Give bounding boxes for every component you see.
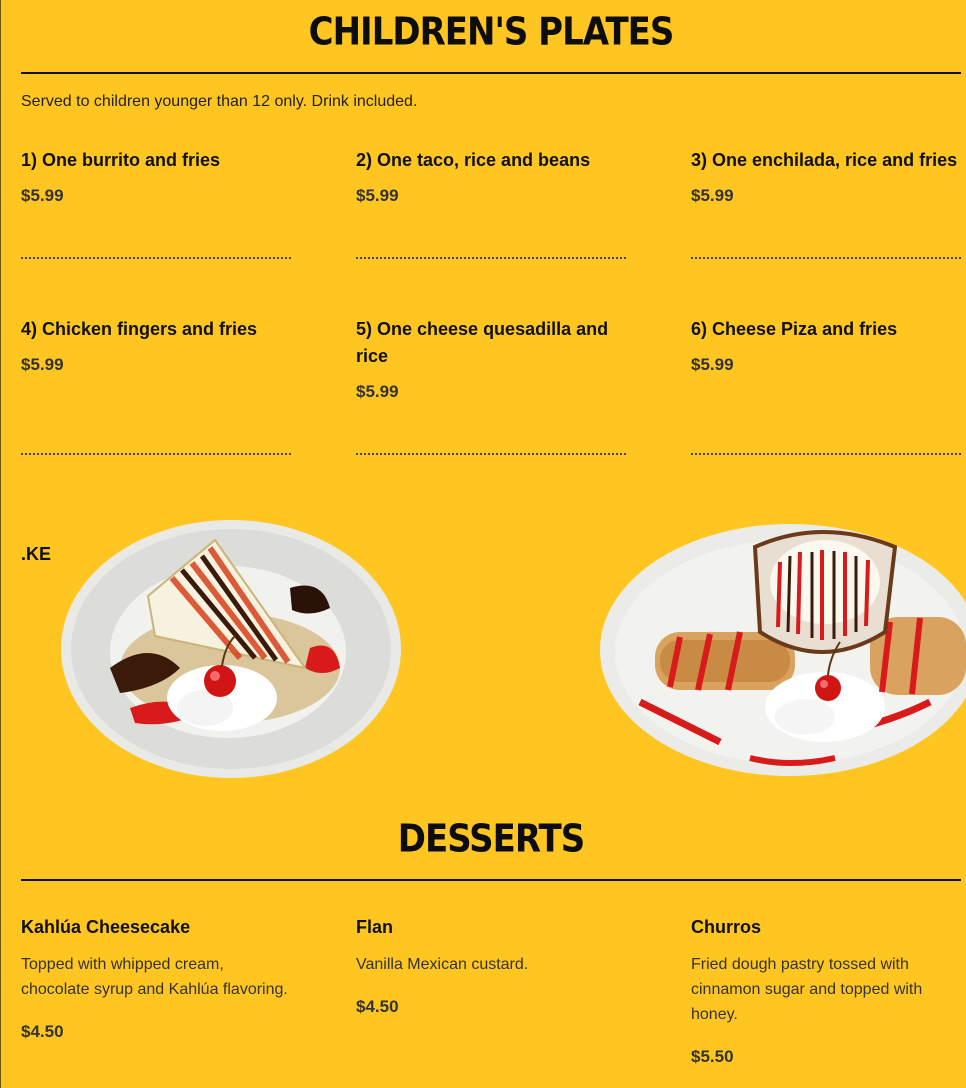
item-price: $4.50 (21, 1022, 64, 1041)
churros-photo (600, 522, 966, 780)
menu-item (691, 914, 956, 1067)
carousel-partial-label: .KE (21, 544, 52, 564)
item-name: Flan (356, 917, 394, 937)
menu-item (691, 316, 966, 375)
item-price: $5.99 (21, 355, 64, 374)
dotted-separator (691, 257, 961, 259)
menu-item (21, 147, 296, 206)
item-name: 5) One cheese quesadilla and rice (356, 319, 609, 366)
children-note: Served to children younger than 12 only. Drink included. (21, 93, 418, 110)
desserts-section-title: DESSERTS (397, 816, 585, 862)
menu-item (21, 316, 296, 375)
item-price: $5.99 (356, 382, 399, 401)
dotted-separator (21, 453, 291, 455)
item-price: $4.50 (356, 997, 399, 1016)
item-price: $5.99 (356, 186, 399, 205)
menu-item (356, 147, 631, 206)
dotted-separator (356, 453, 626, 455)
item-name: 2) One taco, rice and beans (356, 150, 591, 170)
dotted-separator (356, 257, 626, 259)
desserts-divider (21, 879, 961, 881)
item-description: Fried dough pastry tossed with cinnamon sugar and topped with honey. (691, 956, 923, 1023)
page-edge (0, 0, 1, 1088)
menu-item (356, 316, 631, 402)
item-name: 4) Chicken fingers and fries (21, 319, 258, 339)
item-price: $5.99 (21, 186, 64, 205)
cheesecake-photo (60, 518, 402, 780)
menu-item (21, 914, 296, 1042)
menu-item (691, 147, 966, 206)
item-price: $5.99 (691, 355, 734, 374)
children-divider (21, 72, 961, 74)
item-name: 1) One burrito and fries (21, 150, 221, 170)
dotted-separator (21, 257, 291, 259)
menu-item (356, 914, 631, 1017)
item-name: Kahlúa Cheesecake (21, 917, 191, 937)
item-description: Vanilla Mexican custard. (356, 956, 529, 973)
item-name: 6) Cheese Piza and fries (691, 319, 898, 339)
dotted-separator (691, 453, 961, 455)
item-name: 3) One enchilada, rice and fries (691, 150, 958, 170)
item-price: $5.99 (691, 186, 734, 205)
item-description: Topped with whipped cream, chocolate syrup and Kahlúa flavoring. (21, 956, 288, 998)
children-section-title: CHILDREN'S PLATES (308, 9, 674, 55)
item-price: $5.50 (691, 1047, 734, 1066)
item-name: Churros (691, 917, 762, 937)
